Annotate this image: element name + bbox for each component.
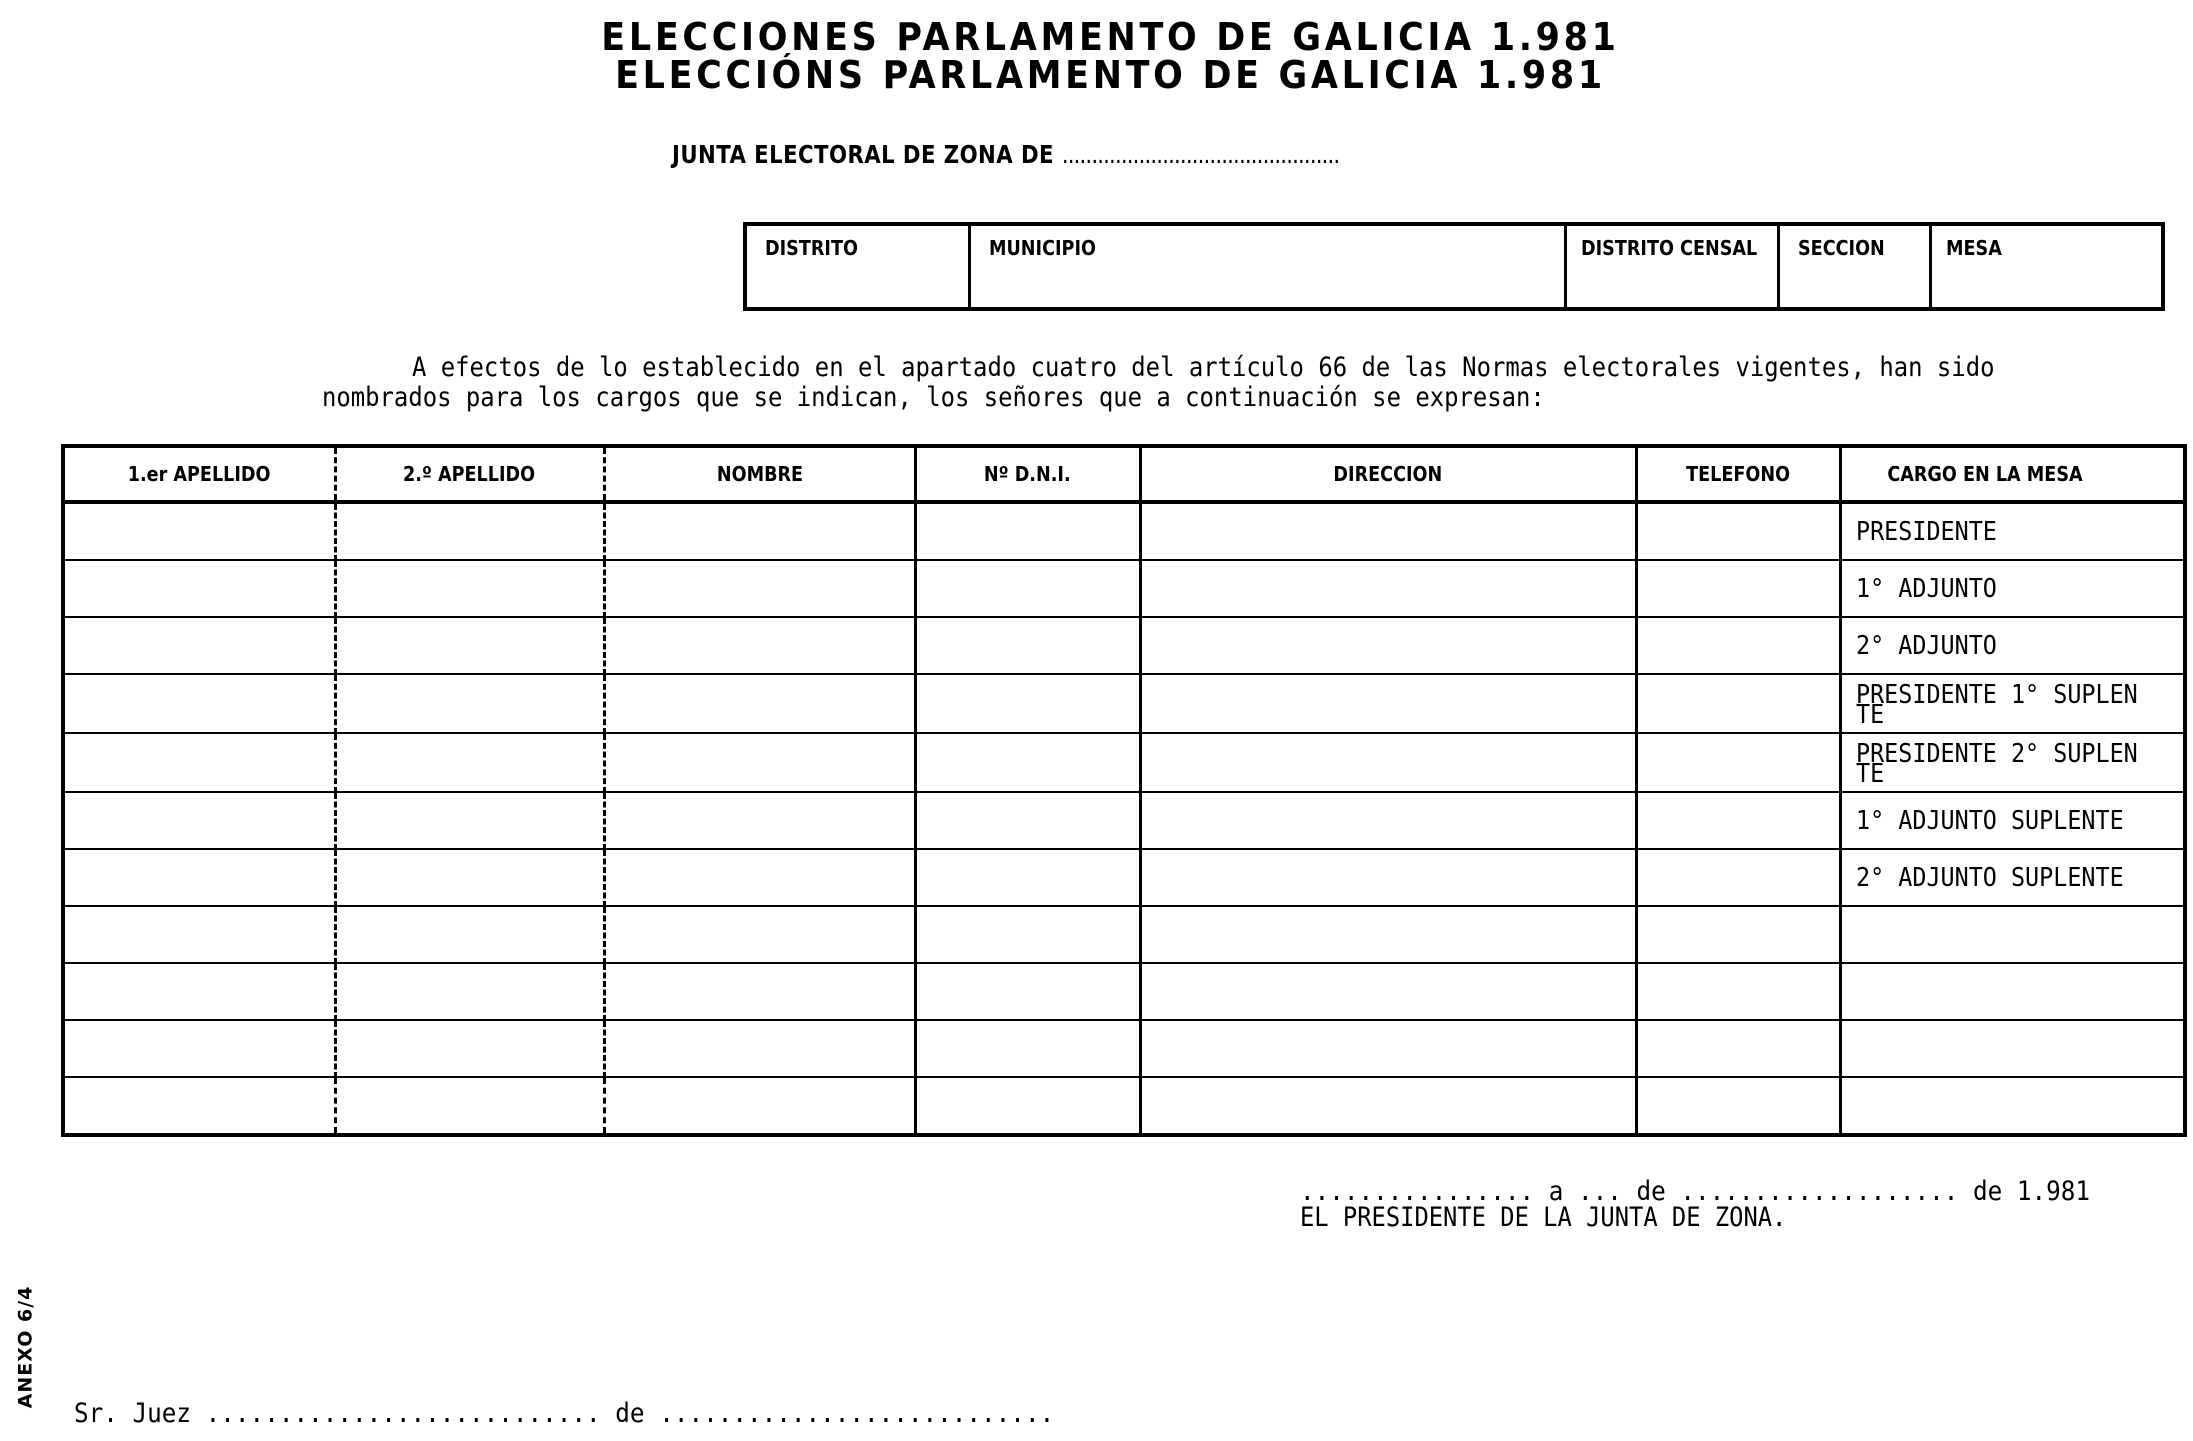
cell-nombre[interactable] bbox=[604, 560, 915, 617]
table-row bbox=[63, 733, 2185, 792]
field-distrito-censal[interactable]: DISTRITO CENSAL bbox=[1567, 226, 1780, 307]
cell-apellido-2[interactable] bbox=[335, 617, 604, 674]
cell-direccion[interactable] bbox=[1140, 1077, 1636, 1135]
cell-nombre[interactable] bbox=[604, 906, 915, 963]
table-header-row bbox=[63, 446, 2185, 502]
cell-cargo bbox=[1840, 963, 2185, 1020]
cell-dni[interactable] bbox=[915, 906, 1140, 963]
date-line[interactable]: ................ a ... de ................... de 1.981 bbox=[1300, 1176, 2091, 1207]
intro-paragraph-line-2: nombrados para los cargos que se indican, los señores que a continuación se expresan: bbox=[322, 382, 1545, 413]
cell-nombre[interactable] bbox=[604, 849, 915, 906]
cell-dni[interactable] bbox=[915, 792, 1140, 849]
cell-telefono[interactable] bbox=[1636, 733, 1840, 792]
intro-paragraph-line-1: A efectos de lo establecido en el apartado cuatro del artículo 66 de las Normas electorales vigentes, han sido bbox=[412, 352, 1995, 383]
cell-apellido-1[interactable] bbox=[63, 617, 335, 674]
cell-apellido-1[interactable] bbox=[63, 733, 335, 792]
cell-direccion[interactable] bbox=[1140, 560, 1636, 617]
cell-cargo: 2° ADJUNTO bbox=[1840, 617, 2185, 674]
cell-apellido-1[interactable] bbox=[63, 792, 335, 849]
cell-dni[interactable] bbox=[915, 1077, 1140, 1135]
cell-apellido-1[interactable] bbox=[63, 963, 335, 1020]
cell-telefono[interactable] bbox=[1636, 963, 1840, 1020]
table-row bbox=[63, 906, 2185, 963]
table-row bbox=[63, 502, 2185, 560]
cell-direccion[interactable] bbox=[1140, 733, 1636, 792]
cell-cargo: PRESIDENTE 2° SUPLENTE bbox=[1840, 733, 2185, 792]
cell-direccion[interactable] bbox=[1140, 849, 1636, 906]
table-row bbox=[63, 617, 2185, 674]
cell-telefono[interactable] bbox=[1636, 792, 1840, 849]
cell-apellido-2[interactable] bbox=[335, 1020, 604, 1077]
cell-cargo: PRESIDENTE 1° SUPLENTE bbox=[1840, 674, 2185, 733]
cell-nombre[interactable] bbox=[604, 1077, 915, 1135]
cell-nombre[interactable] bbox=[604, 733, 915, 792]
cell-dni[interactable] bbox=[915, 963, 1140, 1020]
cell-apellido-2[interactable] bbox=[335, 733, 604, 792]
table-row bbox=[63, 1020, 2185, 1077]
cell-nombre[interactable] bbox=[604, 502, 915, 560]
col-header-direccion: DIRECCION bbox=[1140, 446, 1636, 502]
field-municipio[interactable]: MUNICIPIO bbox=[971, 226, 1567, 307]
cell-nombre[interactable] bbox=[604, 1020, 915, 1077]
cell-nombre[interactable] bbox=[604, 674, 915, 733]
cell-cargo: PRESIDENTE bbox=[1840, 502, 2185, 560]
cell-direccion[interactable] bbox=[1140, 792, 1636, 849]
cell-apellido-1[interactable] bbox=[63, 1077, 335, 1135]
cell-apellido-2[interactable] bbox=[335, 1077, 604, 1135]
title-spanish: ELECCIONES PARLAMENTO DE GALICIA 1.981 bbox=[601, 15, 1620, 59]
col-header-dni: Nº D.N.I. bbox=[915, 446, 1140, 502]
cell-cargo bbox=[1840, 906, 2185, 963]
cell-dni[interactable] bbox=[915, 674, 1140, 733]
appointments-table bbox=[61, 444, 2187, 1137]
cell-telefono[interactable] bbox=[1636, 502, 1840, 560]
cell-telefono[interactable] bbox=[1636, 560, 1840, 617]
col-header-apellido-1: 1.er APELLIDO bbox=[63, 446, 335, 502]
cell-dni[interactable] bbox=[915, 849, 1140, 906]
cell-apellido-1[interactable] bbox=[63, 1020, 335, 1077]
cell-cargo: 1° ADJUNTO bbox=[1840, 560, 2185, 617]
cell-cargo bbox=[1840, 1020, 2185, 1077]
location-info-box bbox=[743, 222, 2165, 311]
cell-nombre[interactable] bbox=[604, 617, 915, 674]
cell-telefono[interactable] bbox=[1636, 617, 1840, 674]
table-row bbox=[63, 792, 2185, 849]
cell-cargo bbox=[1840, 1077, 2185, 1135]
field-distrito[interactable]: DISTRITO bbox=[747, 226, 971, 307]
cell-apellido-2[interactable] bbox=[335, 963, 604, 1020]
cell-telefono[interactable] bbox=[1636, 1020, 1840, 1077]
cell-apellido-2[interactable] bbox=[335, 792, 604, 849]
table-row bbox=[63, 674, 2185, 733]
cell-apellido-1[interactable] bbox=[63, 674, 335, 733]
cell-cargo: 1° ADJUNTO SUPLENTE bbox=[1840, 792, 2185, 849]
cell-dni[interactable] bbox=[915, 733, 1140, 792]
field-mesa[interactable]: MESA bbox=[1946, 236, 2002, 260]
cell-direccion[interactable] bbox=[1140, 906, 1636, 963]
cell-apellido-2[interactable] bbox=[335, 560, 604, 617]
cell-apellido-1[interactable] bbox=[63, 502, 335, 560]
cell-telefono[interactable] bbox=[1636, 674, 1840, 733]
cell-apellido-2[interactable] bbox=[335, 674, 604, 733]
cell-dni[interactable] bbox=[915, 502, 1140, 560]
cell-nombre[interactable] bbox=[604, 963, 915, 1020]
cell-telefono[interactable] bbox=[1636, 849, 1840, 906]
field-seccion[interactable]: SECCION bbox=[1780, 226, 1932, 307]
col-header-telefono: TELEFONO bbox=[1636, 446, 1840, 502]
table-row bbox=[63, 963, 2185, 1020]
cell-apellido-2[interactable] bbox=[335, 906, 604, 963]
cell-telefono[interactable] bbox=[1636, 1077, 1840, 1135]
junta-electoral-line bbox=[672, 140, 1339, 169]
cell-direccion[interactable] bbox=[1140, 674, 1636, 733]
col-header-nombre: NOMBRE bbox=[604, 446, 915, 502]
junta-label: JUNTA ELECTORAL DE ZONA DE bbox=[672, 140, 1054, 169]
signature-label: EL PRESIDENTE DE LA JUNTA DE ZONA. bbox=[1300, 1202, 1787, 1233]
cell-direccion[interactable] bbox=[1140, 502, 1636, 560]
col-header-cargo: CARGO EN LA MESA bbox=[1840, 446, 2185, 502]
cell-cargo: 2° ADJUNTO SUPLENTE bbox=[1840, 849, 2185, 906]
junta-fill-field[interactable]: ............................................... bbox=[1061, 140, 1340, 169]
col-header-apellido-2: 2.º APELLIDO bbox=[335, 446, 604, 502]
cell-direccion[interactable] bbox=[1140, 963, 1636, 1020]
table-row bbox=[63, 1077, 2185, 1135]
cell-telefono[interactable] bbox=[1636, 906, 1840, 963]
cell-dni[interactable] bbox=[915, 1020, 1140, 1077]
table-row bbox=[63, 849, 2185, 906]
cell-direccion[interactable] bbox=[1140, 617, 1636, 674]
cell-dni[interactable] bbox=[915, 560, 1140, 617]
title-galician: ELECCIÓNS PARLAMENTO DE GALICIA 1.981 bbox=[615, 53, 1606, 97]
cell-nombre[interactable] bbox=[604, 792, 915, 849]
cell-dni[interactable] bbox=[915, 617, 1140, 674]
cell-apellido-1[interactable] bbox=[63, 560, 335, 617]
cell-apellido-2[interactable] bbox=[335, 502, 604, 560]
recipient-line[interactable]: Sr. Juez ........................... de ........................... bbox=[74, 1398, 1055, 1429]
cell-apellido-1[interactable] bbox=[63, 849, 335, 906]
annex-label: ANEXO 6/4 bbox=[14, 1285, 37, 1409]
table-row bbox=[63, 560, 2185, 617]
cell-apellido-1[interactable] bbox=[63, 906, 335, 963]
cell-direccion[interactable] bbox=[1140, 1020, 1636, 1077]
cell-apellido-2[interactable] bbox=[335, 849, 604, 906]
